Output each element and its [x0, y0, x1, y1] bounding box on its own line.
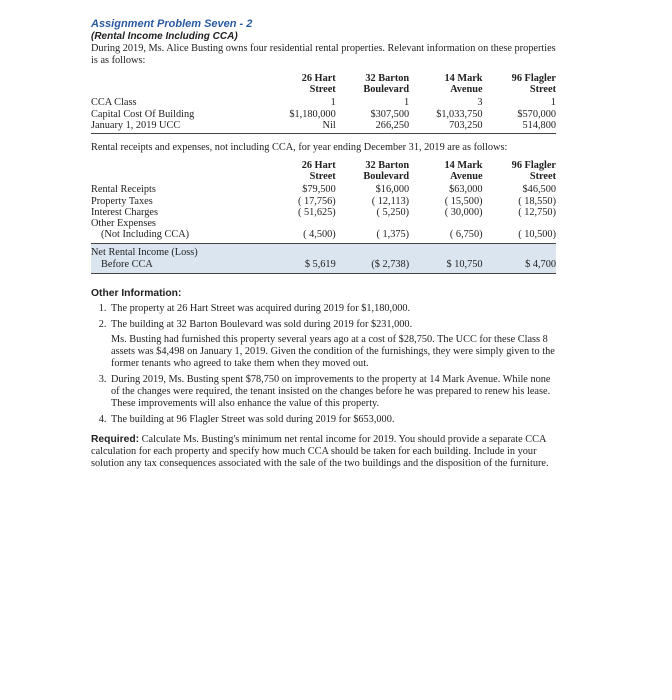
- required-text: Calculate Ms. Busting's minimum net rental income for 2019. You should provide a separate CCA calculation for each property and specify how much CCA should be taken for each building. Include in your solution any tax consequences associated with the sale of the two buildings and the disposition of the furniture.: [91, 433, 549, 469]
- list-item: 4. The building at 96 Flagler Street was sold during 2019 for $653,000.: [109, 414, 556, 426]
- table-header-row: [91, 160, 556, 171]
- table-row: Interest Charges ( 51,625) ( 5,250) ( 30,000) ( 12,750): [91, 206, 556, 218]
- col-header: 32 Barton: [365, 73, 410, 84]
- col-header: 96 Flagler: [511, 160, 556, 172]
- col-header: Avenue: [450, 84, 483, 96]
- col-header: Boulevard: [363, 84, 410, 96]
- col-header: Street: [529, 84, 556, 96]
- table-row: Other Expenses: [91, 218, 156, 230]
- col-header: Street: [309, 171, 336, 183]
- rental-results-table: [91, 160, 556, 274]
- table-header-row: [91, 171, 556, 184]
- list-item: 3. During 2019, Ms. Busting spent $78,750 on improvements to the property at 14 Mark Avenue. While none of the changes were required, the tenant insisted on the changes before he was prepared to renew his lease. These improvements will also enhance the value of this property.: [109, 374, 556, 410]
- col-header: 32 Barton: [365, 160, 410, 172]
- list-item: 1. The property at 26 Hart Street was acquired during 2019 for $1,180,000.: [109, 303, 556, 315]
- col-header: 96 Flagler: [511, 73, 556, 84]
- property-info-table: [91, 73, 556, 134]
- required-label: Required:: [91, 433, 140, 445]
- other-info-list: [91, 303, 556, 426]
- net-income-row: Before CCA $ 5,619 ($ 2,738) $ 10,750 $ 4,700: [91, 259, 556, 274]
- table-header-row: [91, 73, 556, 84]
- required-paragraph: [91, 434, 556, 470]
- col-header: Avenue: [450, 171, 483, 183]
- other-info-heading: Other Information:: [91, 287, 182, 299]
- table-row: Rental Receipts $79,500 $16,000 $63,000 $46,500: [91, 184, 556, 196]
- list-item: 2. The building at 32 Barton Boulevard was sold during 2019 for $231,000. Ms. Busting had furnished this property several years ago at a cost of $28,750. The UCC for these Class 8 assets was $4,498 on January 1, 2019. Given the condition of the furnishings, they were simply given to the former tenants who agreed to take them when they moved out.: [109, 319, 556, 370]
- document-page: [91, 18, 556, 470]
- intro-paragraph: During 2019, Ms. Alice Busting owns four residential rental properties. Relevant information on these properties is as follows:: [91, 43, 556, 66]
- table-row: Property Taxes ( 17,756) ( 12,113) ( 15,500) ( 18,550): [91, 195, 556, 207]
- col-header: 26 Hart: [301, 160, 336, 172]
- assignment-title: Assignment Problem Seven - 2: [91, 18, 253, 30]
- col-header: 14 Mark: [444, 73, 483, 84]
- table-row: Capital Cost Of Building $1,180,000 $307,500 $1,033,750 $570,000: [91, 108, 556, 120]
- col-header: 14 Mark: [444, 160, 483, 172]
- table-header-row: [91, 84, 556, 97]
- table-row: CCA Class 1 1 3 1: [91, 97, 556, 109]
- table-row: (Not Including CCA) ( 4,500) ( 1,375) ( 6,750) ( 10,500): [91, 229, 556, 244]
- furniture-note: Ms. Busting had furnished this property several years ago at a cost of $28,750. The UCC for these Class 8 assets was $4,498 on January 1, 2019. Given the condition of the furnishings, they were simply given to the former tenants who agreed to take them when they moved out.: [111, 333, 555, 369]
- col-header: 26 Hart: [301, 73, 336, 84]
- col-header: Street: [309, 84, 336, 96]
- col-header: Boulevard: [363, 171, 410, 183]
- intro2-paragraph: Rental receipts and expenses, not including CCA, for year ending December 31, 2019 are as follows:: [91, 142, 508, 154]
- table-row: January 1, 2019 UCC Nil 266,250 703,250 514,800: [91, 120, 556, 134]
- net-income-row: Net Rental Income (Loss): [91, 244, 556, 259]
- col-header: Street: [529, 171, 556, 183]
- assignment-subtitle: (Rental Income Including CCA): [91, 31, 238, 42]
